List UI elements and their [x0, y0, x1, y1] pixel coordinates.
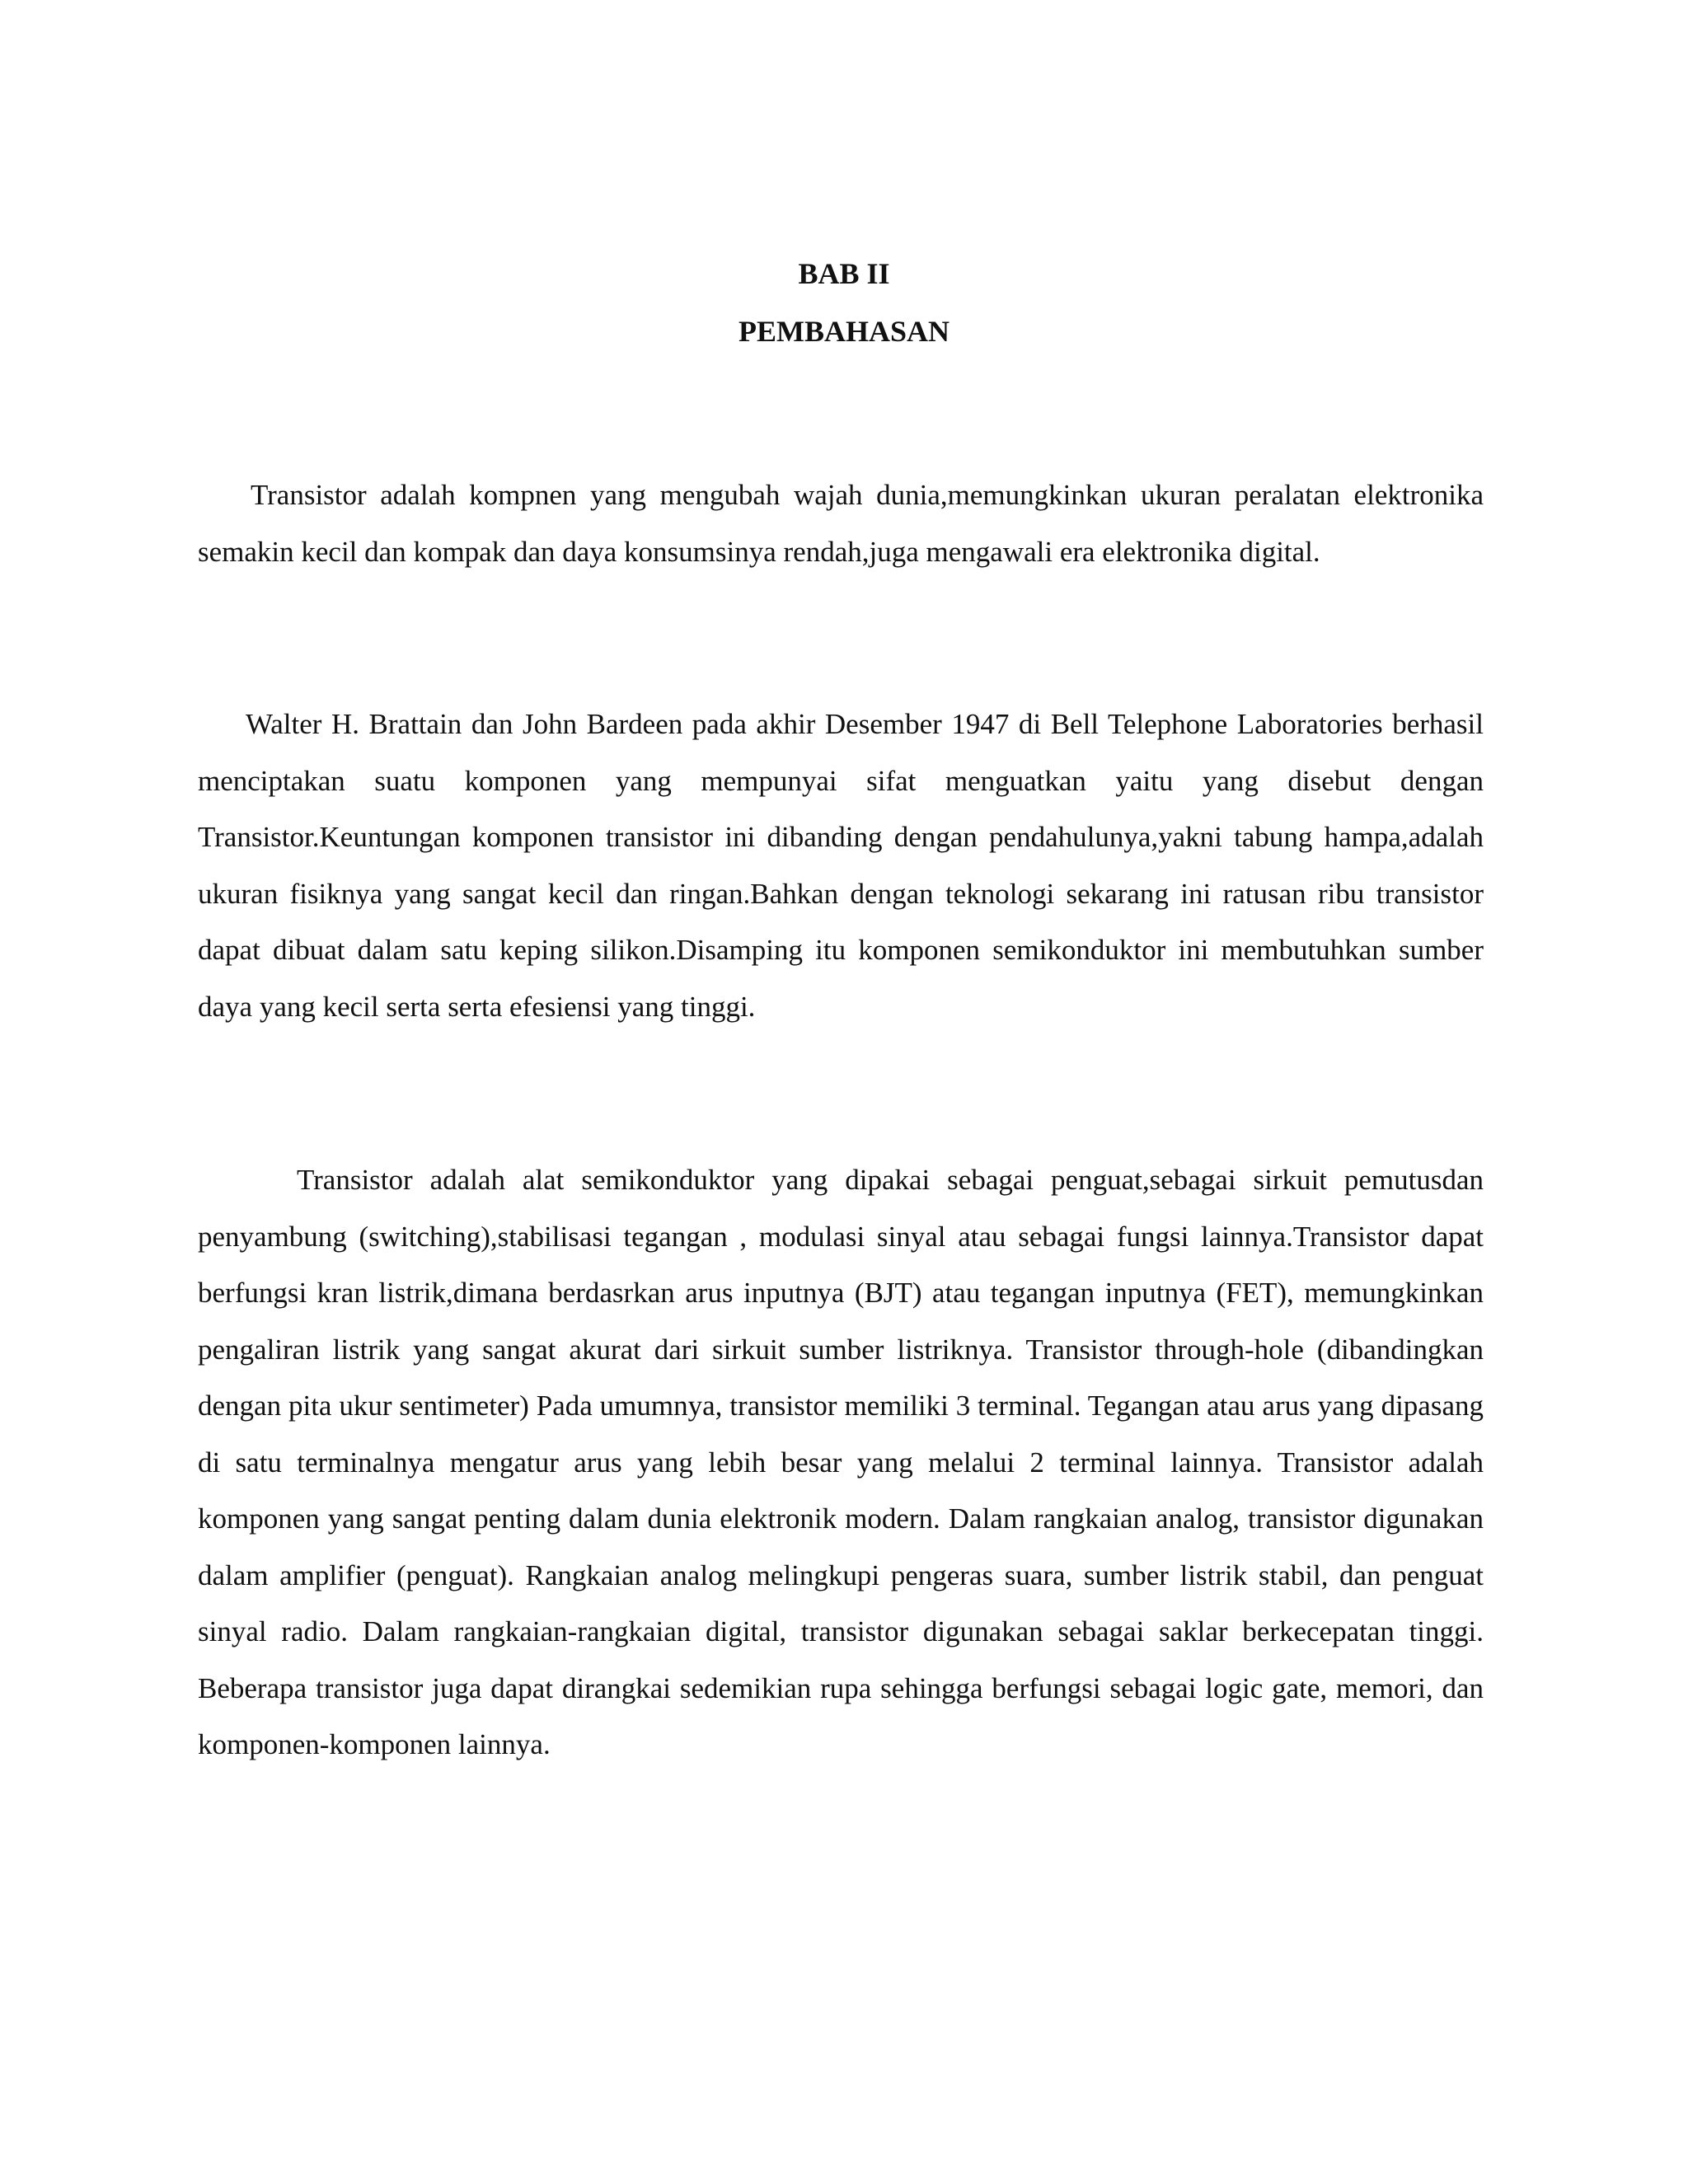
chapter-heading: BAB II — [798, 257, 890, 290]
paragraph-function: Transistor adalah alat semikonduktor yang dipakai sebagai penguat,sebagai sirkuit pemutusdan penyambung (switching),stabilisasi tegangan , modulasi sinyal atau sebagai fungsi lainnya.Transistor dapat berfungsi kran listrik,dimana berdasrkan arus inputnya (BJT) atau tegangan inputnya (FET), memungkinkan pengaliran listrik yang sangat akurat dari sirkuit sumber listriknya. Transistor through-hole (dibandingkan dengan pita ukur sentimeter) Pada umumnya, transistor memiliki 3 terminal. Tegangan atau arus yang dipasang di satu terminalnya mengatur arus yang lebih besar yang melalui 2 terminal lainnya. Transistor adalah komponen yang sangat penting dalam dunia elektronik modern. Dalam rangkaian analog, transistor digunakan dalam amplifier (penguat). Rangkaian analog melingkupi pengeras suara, sumber listrik stabil, dan penguat sinyal radio. Dalam rangkaian-rangkaian digital, transistor digunakan sebagai saklar berkecepatan tinggi. Beberapa transistor juga dapat dirangkai sedemikian rupa sehingga berfungsi sebagai logic gate, memori, dan komponen-komponen lainnya. — [198, 1164, 1484, 1760]
paragraph-history: Walter H. Brattain dan John Bardeen pada akhir Desember 1947 di Bell Telephone Laboratories berhasil menciptakan suatu komponen yang mempunyai sifat menguatkan yaitu yang disebut dengan Transistor.Keuntungan komponen transistor ini dibanding dengan pendahulunya,yakni tabung hampa,adalah ukuran fisiknya yang sangat kecil dan ringan.Bahkan dengan teknologi sekarang ini ratusan ribu transistor dapat dibuat dalam satu keping silikon.Disamping itu komponen semikonduktor ini membutuhkan sumber daya yang kecil serta serta efesiensi yang tinggi. — [198, 708, 1484, 1023]
section-title: PEMBAHASAN — [738, 315, 950, 348]
paragraph-intro: Transistor adalah kompnen yang mengubah wajah dunia,memungkinkan ukuran peralatan elektronika semakin kecil dan kompak dan daya konsumsinya rendah,juga mengawali era elektronika digital. — [198, 479, 1484, 568]
